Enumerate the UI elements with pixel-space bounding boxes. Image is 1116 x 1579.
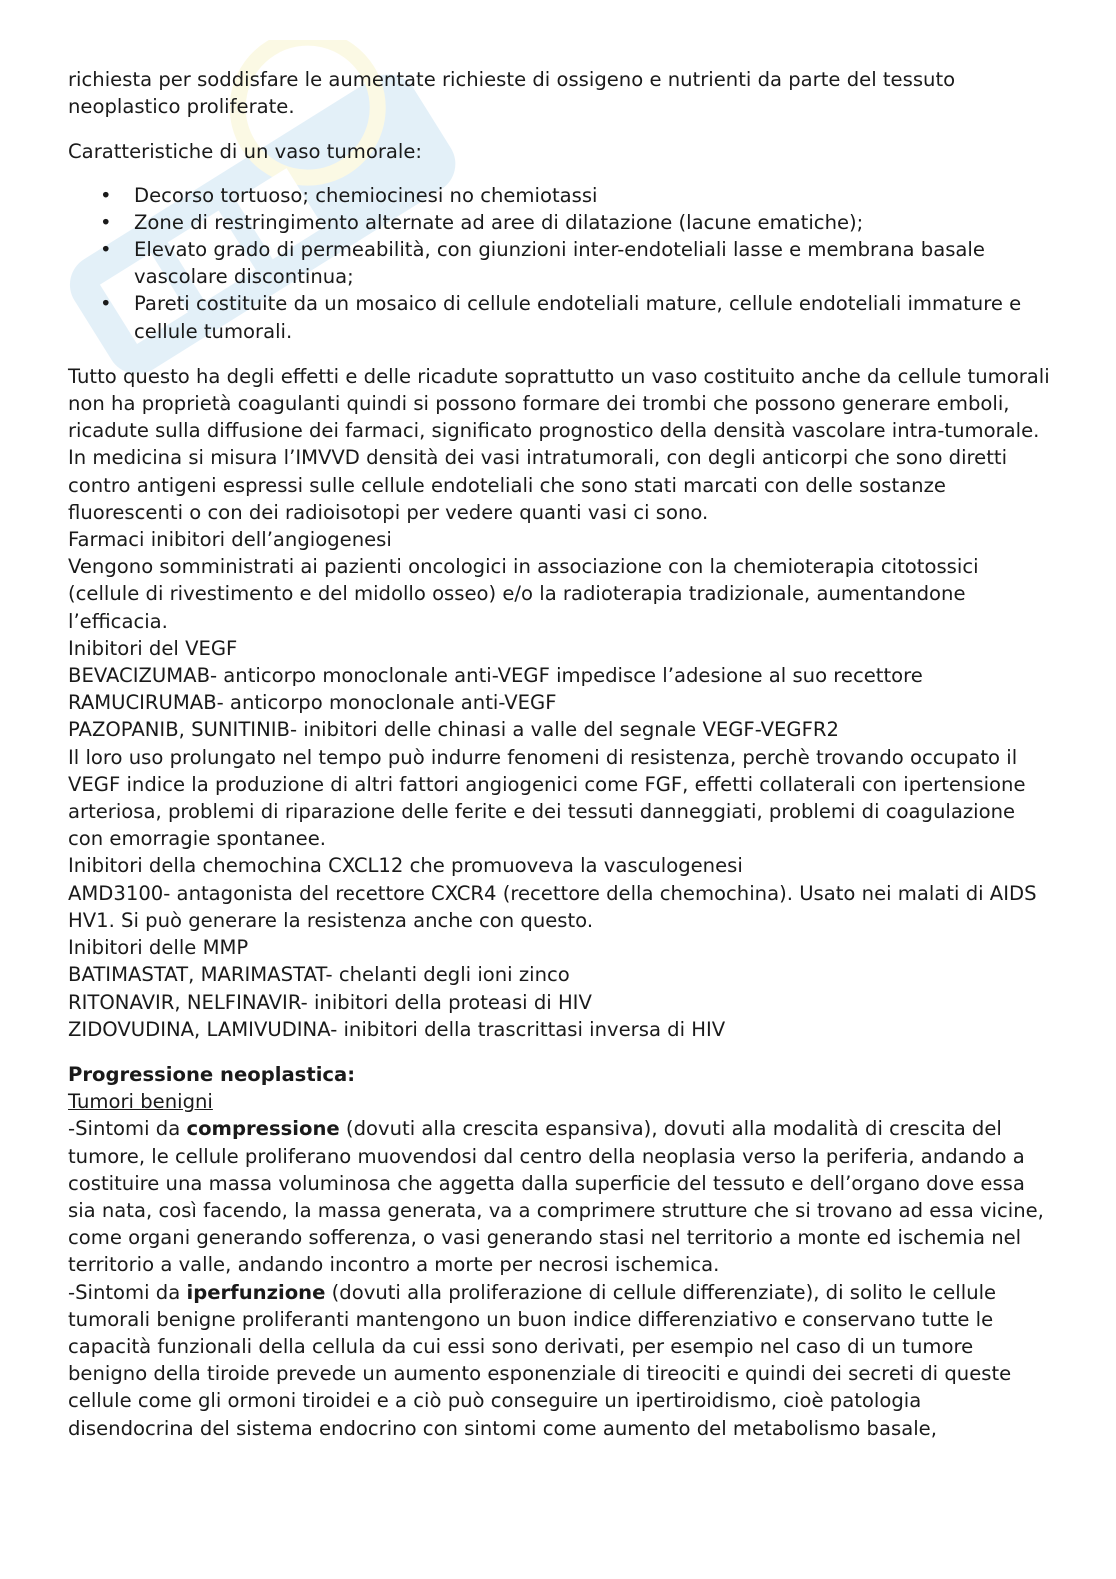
- line-ritonavir: RITONAVIR, NELFINAVIR- inibitori della proteasi di HIV: [68, 990, 592, 1014]
- bullet-icon: •: [100, 292, 112, 316]
- section-heading: Progressione neoplastica:: [68, 1062, 356, 1086]
- line-pazopanib: PAZOPANIB, SUNITINIB- inibitori delle chinasi a valle del segnale VEGF-VEGFR2: [68, 718, 839, 742]
- line-amd3100: AMD3100- antagonista del recettore CXCR4 (recettore della chemochina). Usato nei malati di AIDS HV1. Si può generare la resistenza anche con questo.: [68, 881, 1037, 932]
- paragraph-compression: -Sintomi da compressione (dovuti alla crescita espansiva), dovuti alla modalità di crescita del tumore, le cellule proliferano muovendosi dal centro della neoplasia verso la periferia, andando a costituire una massa voluminosa che aggetta dalla superficie del tessuto e dell’organo dove essa sia nata, così facendo, la massa generata, va a comprimere strutture che si trovano ad essa vicine, come organi generando sofferenza, o vasi generando stasi nel territorio a monte ed ischemia nel territorio a valle, andando incontro a morte per necrosi ischemica.: [68, 1117, 1044, 1277]
- line-vegf-inhibitors: Inibitori del VEGF: [68, 636, 238, 660]
- bullet-icon: •: [100, 210, 112, 234]
- line-zidovudina: ZIDOVUDINA, LAMIVUDINA- inibitori della trascrittasi inversa di HIV: [68, 1017, 726, 1041]
- line-mmp-inhibitors: Inibitori delle MMP: [68, 936, 249, 960]
- line-ramucirumab: RAMUCIRUMAB- anticorpo monoclonale anti-VEGF: [68, 691, 557, 715]
- paragraph-hyperfunction: -Sintomi da iperfunzione (dovuti alla proliferazione di cellule differenziate), di solito le cellule tumorali benigne proliferanti mantengono un buon indice differenziativo e conservano tutte le capacità funzionali della cellula da cui essi sono derivati, per esempio nel caso di un tumore benigno della tiroide prevede un aumento esponenziale di tireociti e quindi dei secreti di queste cellule come gli ormoni tiroidei e a ciò può conseguire un ipertiroidismo, cioè patologia disendocrina del sistema endocrino con sintomi come aumento del metabolismo basale,: [68, 1280, 1012, 1440]
- line-bevacizumab: BEVACIZUMAB- anticorpo monoclonale anti-VEGF impedisce l’adesione al suo recettore: [68, 664, 923, 688]
- paragraph-intro: richiesta per soddisfare le aumentate richieste di ossigeno e nutrienti da parte del tessuto neoplastico proliferate.: [68, 68, 956, 119]
- line-batimastat: BATIMASTAT, MARIMASTAT- chelanti degli ioni zinco: [68, 963, 570, 987]
- list-item: • Pareti costituite da un mosaico di cellule endoteliali mature, cellule endoteliali immature e cellule tumorali.: [100, 292, 1022, 343]
- line-administration: Vengono somministrati ai pazienti oncologici in associazione con la chemioterapia citotossici (cellule di rivestimento e del midollo osseo) e/o la radioterapia tradizionale, aumentandone l’efficacia.: [68, 555, 979, 633]
- line-cxcl12-inhibitors: Inibitori della chemochina CXCL12 che promuoveva la vasculogenesi: [68, 854, 743, 878]
- list-item: • Zone di restringimento alternate ad aree di dilatazione (lacune ematiche);: [68, 209, 1053, 236]
- line-resistance: Il loro uso prolungato nel tempo può indurre fenomeni di resistenza, perchè trovando occupato il VEGF indice la produzione di altri fattori angiogenici come FGF, effetti collaterali con ipertensione arteriosa, problemi di riparazione delle ferite e dei tessuti danneggiati, problemi di coagulazione con emorragie spontanee.: [68, 745, 1026, 851]
- list-item: • Elevato grado di permeabilità, con giunzioni inter-endoteliali lasse e membrana basale vascolare discontinua;: [100, 238, 985, 289]
- line-angiogenesis-drugs: Farmaci inibitori dell’angiogenesi: [68, 528, 392, 552]
- bullet-icon: •: [100, 238, 112, 262]
- feature-list: [68, 182, 1053, 345]
- list-item: • Decorso tortuoso; chemiocinesi no chemiotassi: [68, 182, 1053, 209]
- section-subheading: Tumori benigni: [68, 1090, 213, 1114]
- paragraph-vessel-features: Caratteristiche di un vaso tumorale:: [68, 140, 423, 164]
- paragraph-effects: Tutto questo ha degli effetti e delle ricadute soprattutto un vaso costituito anche da cellule tumorali non ha proprietà coagulanti quindi si possono formare dei trombi che possono generare emboli, ricadute sulla diffusione dei farmaci, significato prognostico della densità vascolare intra-tumorale. In medicina si misura l’IMVVD densità dei vasi intratumorali, con degli anticorpi che sono diretti contro antigeni espressi sulle cellule endoteliali che sono stati marcati con delle sostanze fluorescenti o con dei radioisotopi per vedere quanti vasi ci sono.: [68, 364, 1050, 524]
- bullet-icon: •: [100, 183, 112, 207]
- document-body: [68, 66, 1053, 1442]
